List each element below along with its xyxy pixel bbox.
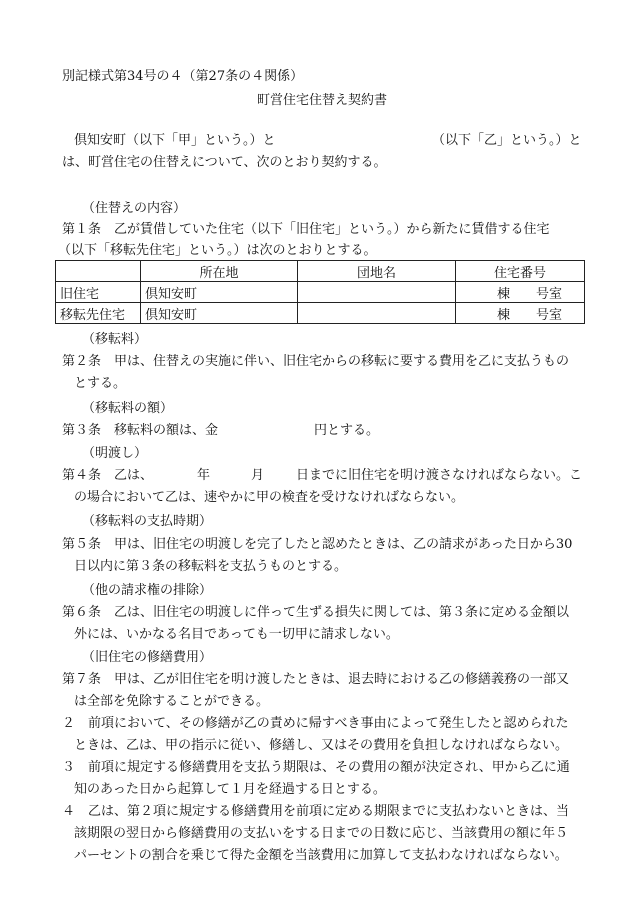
art7-line-1: 第７条 甲は、乙が旧住宅を明け渡したときは、退去時における乙の修繕義務の一部又: [62, 672, 570, 687]
art1-heading: （住替えの内容）: [82, 201, 187, 216]
table-header-cell: 所在地: [141, 261, 298, 282]
art7-p3-line-2: 知のあった日から起算して１月を経過する日とする。: [74, 782, 386, 797]
art7-heading: （旧住宅の修繕費用）: [82, 650, 213, 665]
table-header-cell: 団地名: [298, 261, 456, 282]
table-row: [56, 282, 585, 303]
art6-line-2: 外には、いかなる名目であっても一切甲に請求しない。: [74, 627, 399, 642]
housing-table: [55, 260, 585, 324]
art3-heading: （移転料の額）: [82, 401, 174, 416]
number-cell: 棟 号室: [456, 303, 585, 324]
art7-p4-line-1: ４ 乙は、第２項に規定する修繕費用を前項に定める期限までに支払わないときは、当: [62, 804, 570, 819]
art3-line-1b: 円とする。: [314, 423, 380, 438]
art6-heading: （他の請求権の排除）: [82, 583, 213, 598]
art2-heading: （移転料）: [82, 332, 148, 347]
art7-line-2: は全部を免除することができる。: [74, 694, 270, 709]
table-row: [56, 303, 585, 324]
art3-line-1a: 第３条 移転料の額は、金: [62, 423, 219, 438]
form-reference: 別記様式第34号の４（第27条の４関係）: [62, 69, 304, 84]
art2-line-2: とする。: [74, 376, 127, 391]
art7-p3-line-1: ３ 前項に規定する修繕費用を支払う期限は、その費用の額が決定され、甲から乙に通: [62, 760, 570, 775]
art4-line-2: の場合において乙は、速やかに甲の検査を受けなければならない。: [74, 490, 465, 505]
art1-line-2: （以下「移転先住宅」という。）は次のとおりとする。: [58, 243, 377, 258]
table-header-cell: [56, 261, 141, 282]
art7-p2-line-2: ときは、乙は、甲の指示に従い、修繕し、又はその費用を負担しなければならない。: [74, 738, 569, 753]
complex-cell: [298, 303, 456, 324]
art7-p2-line-1: ２ 前項において、その修繕が乙の責めに帰すべき事由によって発生したと認められた: [62, 716, 569, 731]
art4-month: 月: [251, 468, 265, 483]
intro-line-1b: （以下「乙」という。）と: [432, 133, 582, 148]
art4-line-1d: 日までに旧住宅を明け渡さなければならない。こ: [296, 468, 583, 483]
intro-line-1a: 倶知安町（以下「甲」という。）と: [74, 133, 276, 148]
location-cell: 倶知安町: [141, 303, 298, 324]
complex-cell: [298, 282, 456, 303]
art4-year: 年: [197, 468, 211, 483]
intro-line-2: は、町営住宅の住替えについて、次のとおり契約する。: [62, 155, 387, 170]
document-title: 町営住宅住替え契約書: [257, 93, 388, 108]
number-cell: 棟 号室: [456, 282, 585, 303]
art5-line-2: 日以内に第３条の移転料を支払うものとする。: [74, 559, 348, 574]
art7-p4-line-2: 該期限の翌日から修繕費用の支払いをする日までの日数に応じ、当該費用の額に年５: [74, 826, 569, 841]
art6-line-1: 第６条 乙は、旧住宅の明渡しに伴って生ずる損失に関しては、第３条に定める金額以: [62, 605, 570, 620]
table-header-cell: 住宅番号: [456, 261, 585, 282]
row-label: 旧住宅: [56, 282, 141, 303]
art4-line-1a: 第４条 乙は、: [62, 468, 154, 483]
table-header-row: [56, 261, 585, 282]
art2-line-1: 第２条 甲は、住替えの実施に伴い、旧住宅からの移転に要する費用を乙に支払うもの: [62, 354, 570, 369]
art5-heading: （移転料の支払時期）: [82, 514, 213, 529]
art5-line-1: 第５条 甲は、旧住宅の明渡しを完了したと認めたときは、乙の請求があった日から30: [62, 537, 573, 552]
row-label: 移転先住宅: [56, 303, 141, 324]
art4-heading: （明渡し）: [82, 446, 148, 461]
art1-line-1: 第１条 乙が賃借していた住宅（以下「旧住宅」という。）から新たに賃借する住宅: [62, 222, 550, 237]
location-cell: 倶知安町: [141, 282, 298, 303]
art7-p4-line-3: パーセントの割合を乗じて得た金額を当該費用に加算して支払わなければならない。: [74, 848, 568, 863]
